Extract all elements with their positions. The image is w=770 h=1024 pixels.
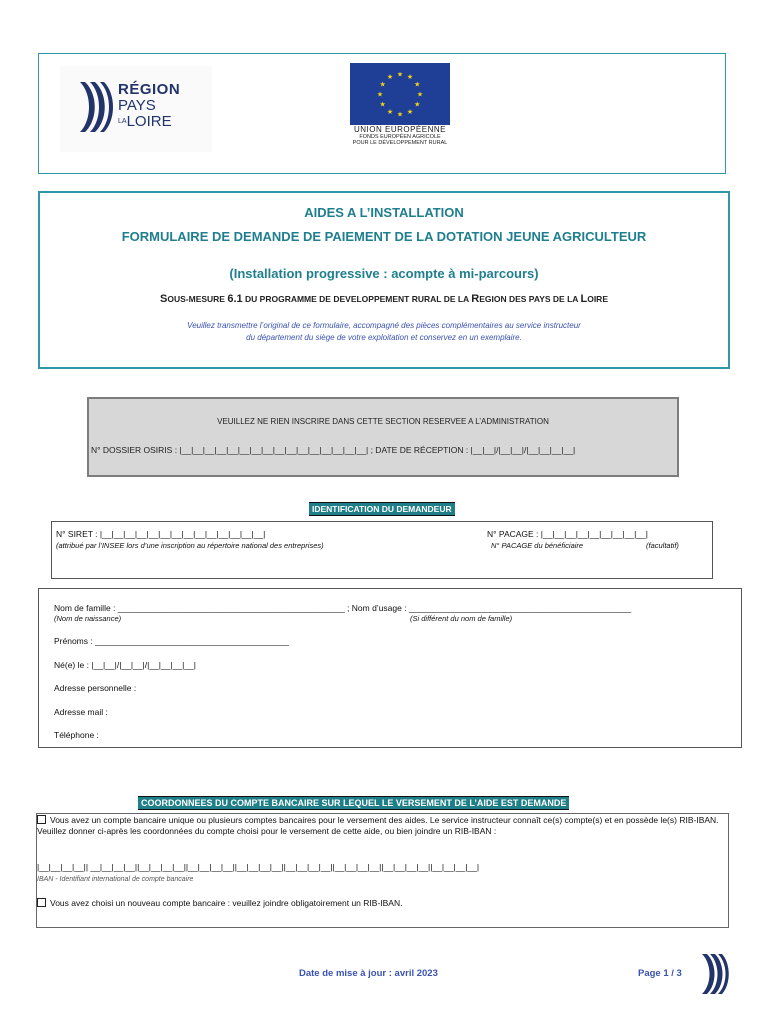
- iban-field[interactable]: |__|__|__|__|| __|__|__|__||__|__|__|__||__|__|__|__||__|__|__|__||__|__|__|__||__|__|__|__||__|__|__|__||__|__|__|__|: [37, 862, 480, 872]
- usage-note: (Si différent du nom de famille): [410, 614, 513, 623]
- address-field[interactable]: Adresse personnelle :: [54, 683, 137, 693]
- eu-star-icon: ★: [414, 81, 421, 89]
- existing-account-checkbox[interactable]: [37, 815, 46, 824]
- bank-option-new-label: Vous avez choisi un nouveau compte bancaire : veuillez joindre obligatoirement un RIB-IBAN.: [50, 898, 403, 908]
- pacage-optional-note: (facultatif): [646, 541, 679, 550]
- eu-star-icon: ★: [406, 74, 414, 82]
- eu-star-icon: ★: [386, 108, 394, 116]
- iban-note: IBAN - Identifiant international de compte bancaire: [37, 876, 194, 883]
- region-logo-line2: PAYS: [118, 97, 156, 114]
- admin-reserved-box: [87, 397, 679, 477]
- footer-region-logo-icon: [700, 952, 730, 996]
- footer-page-number: Page 1 / 3: [638, 968, 682, 979]
- email-field[interactable]: Adresse mail :: [54, 707, 108, 717]
- eu-star-icon: ★: [379, 81, 386, 89]
- region-logo-line3: $^{LA}$LOIRE: [118, 113, 172, 130]
- eu-star-icon: ★: [376, 91, 384, 99]
- bank-option-new: [37, 898, 402, 908]
- siret-note: (attribué par l’INSEE lors d’une inscription au répertoire national des entreprises): [56, 541, 324, 550]
- form-subtitle: FORMULAIRE DE DEMANDE DE PAIEMENT DE LA DOTATION JEUNE AGRICULTEUR: [121, 229, 647, 244]
- eu-flag-icon: [350, 63, 450, 125]
- footer-update-date: Date de mise à jour : avril 2023: [299, 968, 438, 979]
- phone-field[interactable]: Téléphone :: [54, 730, 99, 740]
- section-identification-title: IDENTIFICATION DU DEMANDEUR: [309, 502, 455, 516]
- eu-star-icon: ★: [379, 101, 386, 109]
- siret-field[interactable]: N° SIRET : |__|__|__|__|__|__|__|__|__|__|__|__|__|__|: [56, 529, 266, 539]
- admin-dossier-fields: N° DOSSIER OSIRIS : |__|__|__|__|__|__|__|__|__|__|__|__|__|__|__|__| ; DATE DE RÉCEPTION : |__|__|/|__|__|/|__|__|__|__|: [91, 445, 576, 455]
- instructions: Veuillez transmettre l’original de ce formulaire, accompagné des pièces complémentaires au service instructeur du département du siège de votre exploitation et conservez en un exemplaire.: [187, 321, 581, 342]
- section-bank-title: COORDONNEES DU COMPTE BANCAIRE SUR LEQUEL LE VERSEMENT DE L’AIDE EST DEMANDE: [138, 796, 569, 810]
- eu-name: UNION EUROPÉENNE: [353, 125, 446, 134]
- eu-logo: [349, 62, 451, 164]
- bank-option-existing-label: Vous avez un compte bancaire unique ou plusieurs comptes bancaires pour le versement des aides. Le service instructeur connaît ce(s) compte(s) et en possède le(s) RIB-IBAN. Veuillez donner ci-après les coordonnées du compte choisi pour le versement de cette aide, ou bien joindre un RIB-IBAN :: [37, 815, 719, 836]
- nom-field[interactable]: Nom de famille : ________________________________________________ ; Nom d’usage : _______________________________________________: [54, 603, 632, 613]
- pacage-note: N° PACAGE du bénéficiaire: [491, 541, 584, 550]
- new-account-checkbox[interactable]: [37, 898, 46, 907]
- bank-option-existing: [37, 815, 727, 837]
- eu-subtitle: FONDS EUROPÉEN AGRICOLE POUR LE DÉVELOPPEMENT RURAL: [352, 134, 448, 146]
- eu-star-icon: ★: [386, 74, 394, 82]
- admin-reserved-title: VEUILLEZ NE RIEN INSCRIRE DANS CETTE SECTION RESERVEE A L’ADMINISTRATION: [217, 417, 549, 426]
- birthdate-field[interactable]: Né(e) le : |__|__|/|__|__|/|__|__|__|__|: [54, 660, 196, 670]
- eu-star-icon: ★: [416, 91, 424, 99]
- submeasure-line: SOUS-MESURE 6.1 DU PROGRAMME DE DEVELOPPEMENT RURAL DE LA REGION DES PAYS DE LA LOIRE: [160, 293, 608, 305]
- region-logo-line1: RÉGION: [118, 81, 181, 98]
- prenoms-field[interactable]: Prénoms : _________________________________________: [54, 636, 289, 646]
- nom-note: (Nom de naissance): [54, 614, 122, 623]
- eu-star-icon: ★: [396, 71, 404, 79]
- region-curves-icon: [76, 80, 116, 134]
- eu-star-icon: ★: [414, 101, 421, 109]
- form-installation-type: (Installation progressive : acompte à mi-parcours): [229, 266, 539, 281]
- eu-star-icon: ★: [406, 108, 414, 116]
- form-title: AIDES A L’INSTALLATION: [304, 205, 464, 220]
- eu-star-icon: ★: [396, 111, 404, 119]
- region-logo-text: [118, 82, 180, 130]
- pacage-field[interactable]: N° PACAGE : |__|__|__|__|__|__|__|__|__|: [487, 529, 648, 539]
- region-pays-de-la-loire-logo: [60, 66, 212, 152]
